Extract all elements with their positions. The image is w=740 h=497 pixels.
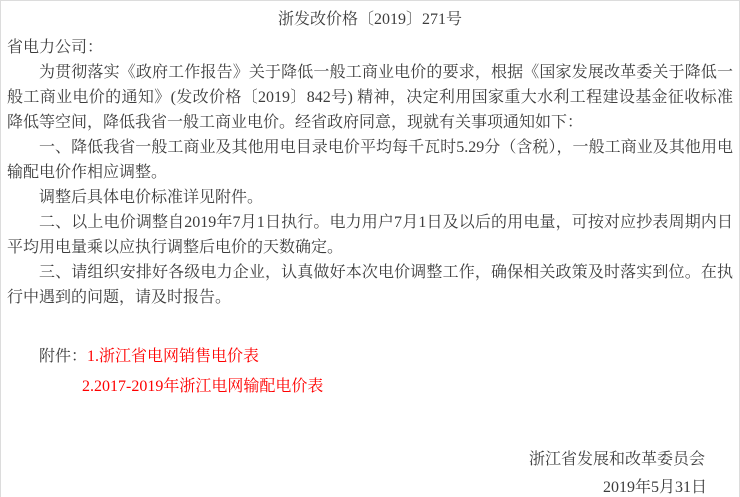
attachment-line-2 <box>82 372 733 402</box>
doc-number: 浙发改价格〔2019〕271号 <box>277 11 462 28</box>
attachment-link-sales-price-table[interactable]: 1.浙江省电网销售电价表 <box>87 348 260 365</box>
issuing-authority: 浙江省发展和改革委员会 <box>528 451 705 468</box>
paragraph-item-1: 一、降低我省一般工商业及其他用电目录电价平均每千瓦时5.29分（含税），一般工商业及其他用电输配电价作相应调整。 <box>7 139 733 181</box>
issue-date: 2019年5月31日 <box>602 479 707 496</box>
paragraph-intro: 为贯彻落实《政府工作报告》关于降低一般工商业电价的要求，根据《国家发展改革委关于降低一般工商业电价的通知》(发改价格〔2019〕842号) 精神，决定利用国家重大水利工程建设基金征收标准降低等空间，降低我省一般工商业电价。经省政府同意，现就有关事项通知如下： <box>7 64 733 131</box>
attachment-line-1 <box>7 342 733 372</box>
attachments-label: 附件： <box>39 348 88 365</box>
attachment-link-transmission-price-table[interactable]: 2.2017-2019年浙江电网输配电价表 <box>82 378 324 395</box>
attachments-section <box>7 342 733 402</box>
paragraph-item-3: 三、请组织安排好各级电力企业，认真做好本次电价调整工作，确保相关政策及时落实到位。在执行中遇到的问题，请及时报告。 <box>7 264 733 306</box>
salutation: 省电力公司： <box>7 39 104 56</box>
paragraph-item-2: 二、以上电价调整自2019年7月1日执行。电力用户7月1日及以后的用电量，可按对应抄表周期内日平均用电量乘以应执行调整后电价的天数确定。 <box>7 214 733 256</box>
paragraph-attachment-note: 调整后具体电价标准详见附件。 <box>39 189 264 206</box>
